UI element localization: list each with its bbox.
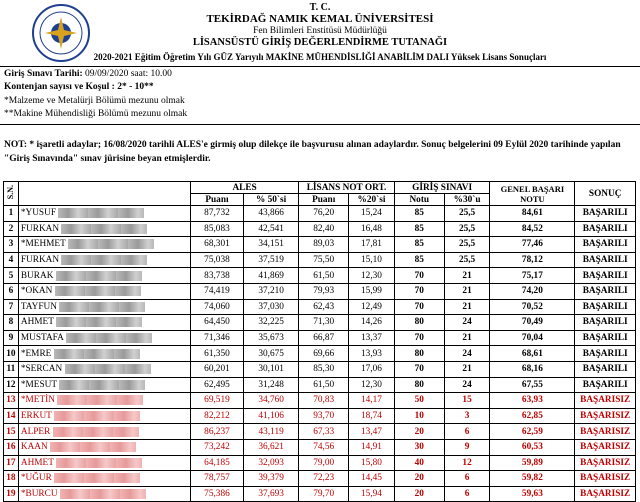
gpa-score: 61,50 (299, 268, 349, 284)
redacted-surname (59, 380, 145, 390)
row-number: 7 (4, 299, 19, 315)
col-ales: ALES (190, 182, 298, 194)
candidate-name (18, 299, 190, 315)
redacted-surname (56, 458, 142, 468)
gpa-20-percent: 15,10 (349, 252, 395, 268)
exam-date-label: Giriş Sınavı Tarihi: (4, 69, 83, 79)
ales-50-percent: 30,101 (244, 361, 299, 377)
overall-score: 59,89 (490, 455, 575, 471)
table-row (4, 221, 636, 237)
condition-note-2: **Makine Mühendisliği Bölümü mezunu olmak (4, 109, 188, 119)
entrance-score: 70 (394, 268, 444, 284)
candidate-name-text: *SERCAN (20, 364, 63, 375)
gpa-score: 72,23 (299, 471, 349, 487)
ales-score: 64,450 (190, 315, 243, 331)
ales-score: 87,732 (190, 206, 243, 222)
institute-name: Fen Bilimleri Enstitüsü Müdürlüğü (253, 26, 387, 36)
entrance-score: 30 (394, 439, 444, 455)
row-number: 19 (4, 486, 19, 502)
table-row (4, 283, 636, 299)
ales-50-percent: 39,379 (244, 471, 299, 487)
result-status: BAŞARISIZ (575, 408, 636, 424)
row-number: 14 (4, 408, 19, 424)
entrance-score: 85 (394, 221, 444, 237)
gpa-score: 79,93 (299, 283, 349, 299)
row-number: 2 (4, 221, 19, 237)
result-status: BAŞARILI (575, 252, 636, 268)
gpa-20-percent: 17,06 (349, 361, 395, 377)
ales-50-percent: 41,869 (244, 268, 299, 284)
sub-lisans-puani: Puanı (299, 194, 349, 206)
candidate-name-text: *METİN (20, 395, 55, 406)
candidate-name-text: *MEHMET (20, 239, 66, 250)
sub-ales-puani: Puanı (190, 194, 243, 206)
table-row (4, 471, 636, 487)
ales-score: 73,242 (190, 439, 243, 455)
entrance-30-percent: 3 (444, 408, 490, 424)
gpa-20-percent: 14,26 (349, 315, 395, 331)
gpa-20-percent: 12,30 (349, 377, 395, 393)
entrance-30-percent: 9 (444, 439, 490, 455)
overall-score: 68,16 (490, 361, 575, 377)
overall-score: 70,52 (490, 299, 575, 315)
entrance-score: 80 (394, 346, 444, 362)
candidate-name-text: AHMET (20, 457, 54, 468)
result-status: BAŞARILI (575, 268, 636, 284)
ales-50-percent: 36,621 (244, 439, 299, 455)
table-row (4, 252, 636, 268)
table-row (4, 393, 636, 409)
candidate-name (18, 283, 190, 299)
entrance-30-percent: 12 (444, 455, 490, 471)
entrance-score: 70 (394, 330, 444, 346)
table-header-row (4, 182, 636, 194)
exam-date-value: 09/09/2020 saat: 10.00 (85, 69, 172, 79)
ales-50-percent: 37,693 (244, 486, 299, 502)
entrance-score: 85 (394, 237, 444, 253)
candidate-name (18, 471, 190, 487)
redacted-surname (66, 333, 152, 343)
gpa-20-percent: 13,93 (349, 346, 395, 362)
candidate-name (18, 206, 190, 222)
gpa-20-percent: 15,99 (349, 283, 395, 299)
row-number: 10 (4, 346, 19, 362)
redacted-surname (54, 411, 140, 421)
candidate-name-text: *EMRE (20, 348, 52, 359)
entrance-30-percent: 6 (444, 486, 490, 502)
entrance-score: 40 (394, 455, 444, 471)
overall-score: 62,59 (490, 424, 575, 440)
table-row (4, 439, 636, 455)
overall-score: 70,04 (490, 330, 575, 346)
gpa-score: 69,66 (299, 346, 349, 362)
sub-giris-notu: Notu (394, 194, 444, 206)
entrance-30-percent: 24 (444, 377, 490, 393)
gpa-20-percent: 18,74 (349, 408, 395, 424)
redacted-surname (65, 364, 151, 374)
entrance-30-percent: 24 (444, 346, 490, 362)
ales-50-percent: 34,151 (244, 237, 299, 253)
row-number: 13 (4, 393, 19, 409)
candidate-name (18, 455, 190, 471)
redacted-surname (58, 208, 144, 218)
gpa-20-percent: 14,91 (349, 439, 395, 455)
redacted-surname (68, 239, 154, 249)
quota-value: 2* - 10** (117, 82, 154, 92)
redacted-surname (54, 473, 140, 483)
gpa-20-percent: 14,17 (349, 393, 395, 409)
overall-score: 84,52 (490, 221, 575, 237)
ales-50-percent: 41,106 (244, 408, 299, 424)
col-sira: S.N. (4, 182, 19, 206)
candidate-name (18, 221, 190, 237)
table-row (4, 377, 636, 393)
ales-50-percent: 37,210 (244, 283, 299, 299)
result-status: BAŞARILI (575, 206, 636, 222)
entrance-score: 85 (394, 252, 444, 268)
gpa-score: 89,03 (299, 237, 349, 253)
ales-50-percent: 32,225 (244, 315, 299, 331)
entrance-score: 50 (394, 393, 444, 409)
entrance-score: 20 (394, 471, 444, 487)
entrance-30-percent: 21 (444, 268, 490, 284)
entrance-30-percent: 25,5 (444, 237, 490, 253)
gpa-score: 66,87 (299, 330, 349, 346)
gpa-20-percent: 15,94 (349, 486, 395, 502)
gpa-score: 93,70 (299, 408, 349, 424)
candidate-name (18, 393, 190, 409)
row-number: 4 (4, 252, 19, 268)
redacted-surname (56, 317, 142, 327)
candidate-name (18, 486, 190, 502)
result-status: BAŞARISIZ (575, 424, 636, 440)
ales-50-percent: 37,519 (244, 252, 299, 268)
ales-score: 74,419 (190, 283, 243, 299)
result-status: BAŞARISIZ (575, 455, 636, 471)
redacted-surname (56, 271, 142, 281)
gpa-score: 71,30 (299, 315, 349, 331)
overall-score: 59,82 (490, 471, 575, 487)
redacted-surname (59, 302, 145, 312)
redacted-surname (50, 442, 136, 452)
gpa-score: 74,56 (299, 439, 349, 455)
redacted-surname (55, 286, 141, 296)
condition-note-1: *Malzeme ve Metalürji Bölümü mezunu olmak (4, 96, 185, 106)
ales-50-percent: 34,760 (244, 393, 299, 409)
entrance-score: 70 (394, 361, 444, 377)
table-row (4, 206, 636, 222)
row-number: 6 (4, 283, 19, 299)
overall-score: 74,20 (490, 283, 575, 299)
exam-date (4, 69, 172, 79)
gpa-20-percent: 14,45 (349, 471, 395, 487)
ales-score: 78,757 (190, 471, 243, 487)
ales-score: 68,301 (190, 237, 243, 253)
info-divider (0, 124, 640, 125)
ales-50-percent: 37,030 (244, 299, 299, 315)
entrance-30-percent: 6 (444, 424, 490, 440)
row-number: 1 (4, 206, 19, 222)
gpa-20-percent: 13,47 (349, 424, 395, 440)
table-row (4, 237, 636, 253)
entrance-score: 80 (394, 315, 444, 331)
ales-score: 85,083 (190, 221, 243, 237)
gpa-score: 82,40 (299, 221, 349, 237)
result-status: BAŞARILI (575, 299, 636, 315)
candidate-name-text: *UĞUR (20, 473, 52, 484)
entrance-30-percent: 21 (444, 283, 490, 299)
row-number: 18 (4, 471, 19, 487)
candidate-name (18, 361, 190, 377)
ales-score: 71,346 (190, 330, 243, 346)
gpa-score: 61,50 (299, 377, 349, 393)
ales-score: 64,185 (190, 455, 243, 471)
entrance-30-percent: 25,5 (444, 221, 490, 237)
entrance-score: 10 (394, 408, 444, 424)
sub-lisans-20: %20`si (349, 194, 395, 206)
candidate-name (18, 408, 190, 424)
candidate-name-text: *YUSUF (20, 208, 56, 219)
redacted-surname (57, 395, 143, 405)
ales-score: 62,495 (190, 377, 243, 393)
note-paragraph: NOT: * işaretli adaylar; 16/08/2020 tarihli ALES'e girmiş olup dilekçe ile başvurusu alınan adaylardır. Sonuç belgelerini 09 Eylül 2020 tarihinde yapılan "Giriş Sınavında" sınav jürisine beyan etmişlerdir. (4, 140, 621, 164)
table-row (4, 486, 636, 502)
ales-50-percent: 30,675 (244, 346, 299, 362)
table-row (4, 361, 636, 377)
gpa-20-percent: 15,80 (349, 455, 395, 471)
candidate-name-text: FURKAN (20, 255, 60, 266)
overall-score: 75,17 (490, 268, 575, 284)
candidate-name (18, 330, 190, 346)
ales-score: 75,386 (190, 486, 243, 502)
row-number: 12 (4, 377, 19, 393)
candidate-name-text: *OKAN (20, 286, 53, 297)
ales-score: 74,060 (190, 299, 243, 315)
entrance-score: 85 (394, 206, 444, 222)
entrance-score: 70 (394, 299, 444, 315)
result-status: BAŞARISIZ (575, 486, 636, 502)
overall-score: 63,93 (490, 393, 575, 409)
report-title: LİSANSÜSTÜ GİRİŞ DEĞERLENDİRME TUTANAĞI (192, 37, 448, 48)
overall-score: 62,85 (490, 408, 575, 424)
ales-score: 83,738 (190, 268, 243, 284)
header-line-tc: T. C. (309, 2, 331, 13)
candidate-name-text: KAAN (20, 442, 48, 453)
gpa-20-percent: 12,49 (349, 299, 395, 315)
result-status: BAŞARILI (575, 315, 636, 331)
quota (4, 82, 154, 92)
gpa-20-percent: 16,48 (349, 221, 395, 237)
gpa-score: 67,33 (299, 424, 349, 440)
row-number: 5 (4, 268, 19, 284)
ales-50-percent: 32,093 (244, 455, 299, 471)
candidate-name (18, 377, 190, 393)
gpa-score: 62,43 (299, 299, 349, 315)
table-row (4, 315, 636, 331)
col-lisans: LİSANS NOT ORT. (299, 182, 395, 194)
candidate-name (18, 237, 190, 253)
quota-label: Kontenjan sayısı ve Koşul : (4, 82, 115, 92)
ales-50-percent: 31,248 (244, 377, 299, 393)
candidate-name-text: *BURCU (20, 489, 58, 500)
university-name: TEKİRDAĞ NAMIK KEMAL ÜNİVERSİTESİ (206, 13, 434, 25)
redacted-surname (61, 255, 147, 265)
gpa-score: 79,00 (299, 455, 349, 471)
candidate-name-text: FURKAN (20, 223, 60, 234)
col-giris: GİRİŞ SINAVI (394, 182, 490, 194)
table-row (4, 268, 636, 284)
row-number: 15 (4, 424, 19, 440)
result-status: BAŞARISIZ (575, 471, 636, 487)
row-number: 8 (4, 315, 19, 331)
gpa-score: 75,50 (299, 252, 349, 268)
entrance-30-percent: 25,5 (444, 206, 490, 222)
overall-score: 67,55 (490, 377, 575, 393)
col-sonuc: SONUÇ (575, 182, 636, 206)
table-row (4, 455, 636, 471)
overall-score: 77,46 (490, 237, 575, 253)
gpa-20-percent: 17,81 (349, 237, 395, 253)
document-header (0, 0, 640, 66)
table-row (4, 408, 636, 424)
redacted-surname (54, 349, 140, 359)
overall-score: 68,61 (490, 346, 575, 362)
overall-score: 70,49 (490, 315, 575, 331)
ales-50-percent: 43,866 (244, 206, 299, 222)
candidate-name-text: MUSTAFA (20, 333, 64, 344)
gpa-score: 85,30 (299, 361, 349, 377)
entrance-score: 20 (394, 424, 444, 440)
ales-50-percent: 43,119 (244, 424, 299, 440)
result-status: BAŞARISIZ (575, 393, 636, 409)
entrance-score: 20 (394, 486, 444, 502)
row-number: 11 (4, 361, 19, 377)
ales-score: 61,350 (190, 346, 243, 362)
results-body (4, 206, 636, 502)
entrance-30-percent: 15 (444, 393, 490, 409)
sub-giris-30: %30`u (444, 194, 490, 206)
ales-50-percent: 35,673 (244, 330, 299, 346)
candidate-name-text: AHMET (20, 317, 54, 328)
candidate-name (18, 346, 190, 362)
overall-score: 60,53 (490, 439, 575, 455)
entrance-score: 70 (394, 283, 444, 299)
gpa-20-percent: 15,24 (349, 206, 395, 222)
result-status: BAŞARILI (575, 283, 636, 299)
results-table (3, 181, 636, 502)
overall-score: 84,61 (490, 206, 575, 222)
candidate-name (18, 315, 190, 331)
ales-score: 82,212 (190, 408, 243, 424)
result-status: BAŞARILI (575, 221, 636, 237)
gpa-20-percent: 13,37 (349, 330, 395, 346)
entrance-30-percent: 25,5 (444, 252, 490, 268)
entrance-score: 80 (394, 377, 444, 393)
candidate-name (18, 439, 190, 455)
header-divider (0, 66, 640, 67)
table-row (4, 424, 636, 440)
entrance-30-percent: 21 (444, 299, 490, 315)
candidate-name-text: TAYFUN (20, 301, 57, 312)
ales-score: 60,201 (190, 361, 243, 377)
redacted-surname (60, 489, 146, 499)
result-status: BAŞARISIZ (575, 439, 636, 455)
entrance-30-percent: 21 (444, 330, 490, 346)
redacted-surname (61, 224, 147, 234)
redacted-surname (53, 427, 139, 437)
candidate-name-text: ALPER (20, 426, 51, 437)
overall-score: 59,63 (490, 486, 575, 502)
result-status: BAŞARILI (575, 377, 636, 393)
ales-50-percent: 42,541 (244, 221, 299, 237)
candidate-name (18, 424, 190, 440)
result-status: BAŞARILI (575, 237, 636, 253)
gpa-score: 79,70 (299, 486, 349, 502)
result-status: BAŞARILI (575, 346, 636, 362)
row-number: 17 (4, 455, 19, 471)
gpa-score: 76,20 (299, 206, 349, 222)
report-subtitle: 2020-2021 Eğitim Öğretim Yılı GÜZ Yarıyılı MAKİNE MÜHENDİSLİĞİ ANABİLİM DALI Yüksek Lisans Sonuçları (93, 52, 547, 62)
ales-score: 75,038 (190, 252, 243, 268)
gpa-score: 70,83 (299, 393, 349, 409)
candidate-name (18, 252, 190, 268)
row-number: 16 (4, 439, 19, 455)
ales-score: 86,237 (190, 424, 243, 440)
candidate-name-text: BURAK (20, 270, 54, 281)
entrance-30-percent: 6 (444, 471, 490, 487)
candidate-name-text: ERKUT (20, 411, 52, 422)
table-row (4, 299, 636, 315)
entrance-30-percent: 21 (444, 361, 490, 377)
entrance-30-percent: 24 (444, 315, 490, 331)
col-name (18, 182, 190, 206)
candidate-name (18, 268, 190, 284)
gpa-20-percent: 12,30 (349, 268, 395, 284)
overall-score: 78,12 (490, 252, 575, 268)
result-status: BAŞARILI (575, 361, 636, 377)
sub-ales-50: % 50`si (244, 194, 299, 206)
col-genel: GENEL BAŞARI NOTU (490, 182, 575, 206)
table-row (4, 346, 636, 362)
row-number: 3 (4, 237, 19, 253)
candidate-name-text: *MESUT (20, 379, 57, 390)
result-status: BAŞARILI (575, 330, 636, 346)
table-row (4, 330, 636, 346)
ales-score: 69,519 (190, 393, 243, 409)
row-number: 9 (4, 330, 19, 346)
